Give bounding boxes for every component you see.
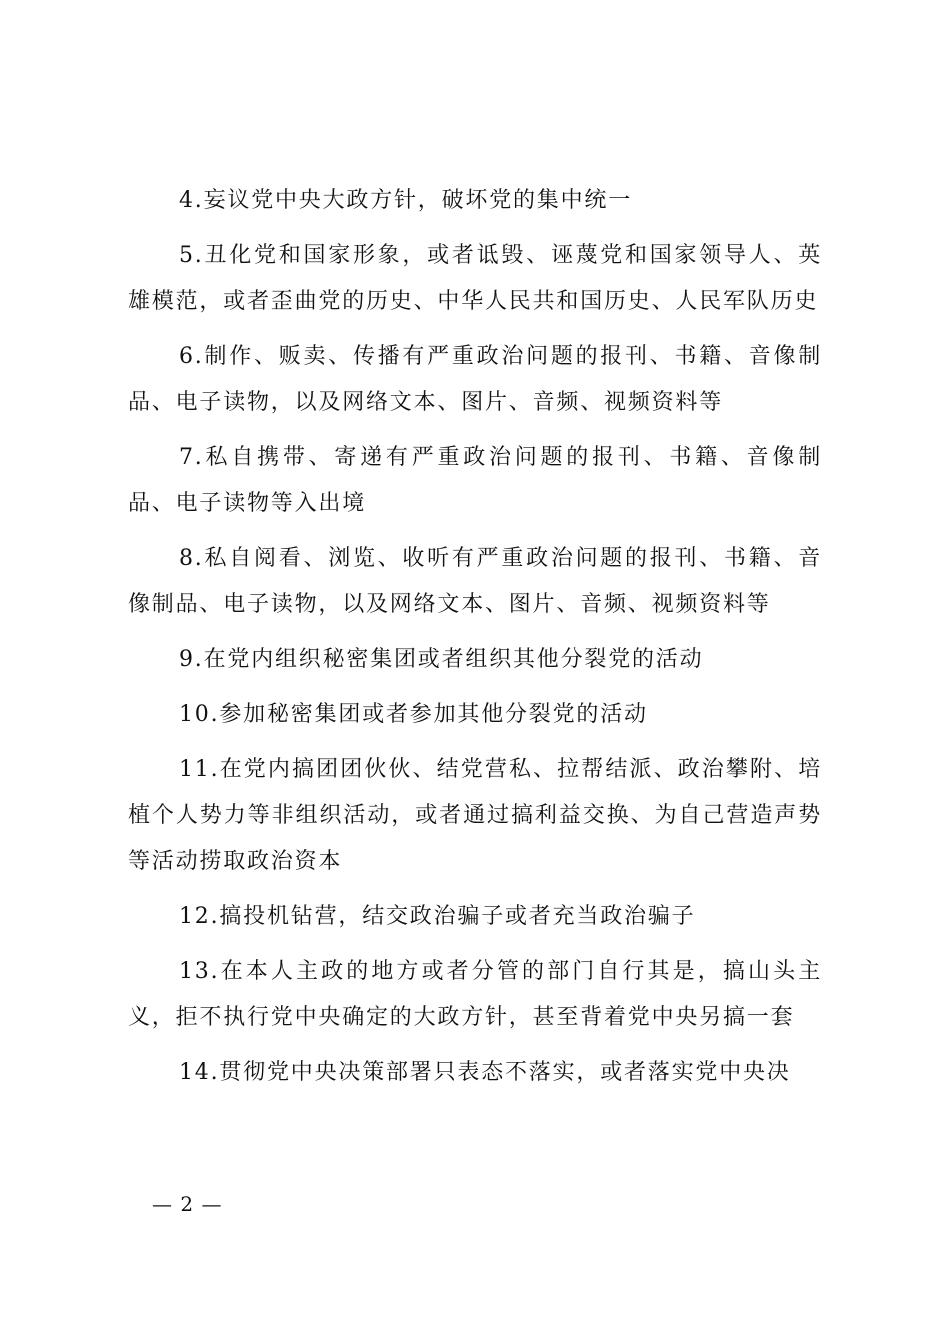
document-body [128,178,822,1105]
paragraph-item-7: 7.私自携带、寄递有严重政治问题的报刊、书籍、音像制品、电子读物等入出境 [128,445,822,516]
paragraph-item-14: 14.贯彻党中央决策部署只表态不落实，或者落实党中央决 [179,1060,791,1085]
page-number: — 2 — [152,1192,223,1216]
paragraph-item-8: 8.私自阅看、浏览、收听有严重政治问题的报刊、书籍、音像制品、电子读物，以及网络文本、图片、音频、视频资料等 [128,546,822,617]
paragraph-item-5: 5.丑化党和国家形象，或者诋毁、诬蔑党和国家领导人、英雄模范，或者歪曲党的历史、中华人民共和国历史、人民军队历史 [128,243,822,314]
paragraph-item-11: 11.在党内搞团团伙伙、结党营私、拉帮结派、政治攀附、培植个人势力等非组织活动，或者通过搞利益交换、为自己营造声势等活动捞取政治资本 [128,757,822,874]
paragraph-item-13: 13.在本人主政的地方或者分管的部门自行其是，搞山头主义，拒不执行党中央确定的大政方针，甚至背着党中央另搞一套 [128,959,822,1030]
paragraph-item-10: 10.参加秘密集团或者参加其他分裂党的活动 [179,702,648,727]
paragraph-item-9: 9.在党内组织秘密集团或者组织其他分裂党的活动 [179,647,704,672]
paragraph-item-12: 12.搞投机钻营，结交政治骗子或者充当政治骗子 [179,904,696,929]
paragraph-item-4: 4.妄议党中央大政方针，破坏党的集中统一 [179,188,632,213]
paragraph-item-6: 6.制作、贩卖、传播有严重政治问题的报刊、书籍、音像制品、电子读物，以及网络文本、图片、音频、视频资料等 [128,344,822,415]
